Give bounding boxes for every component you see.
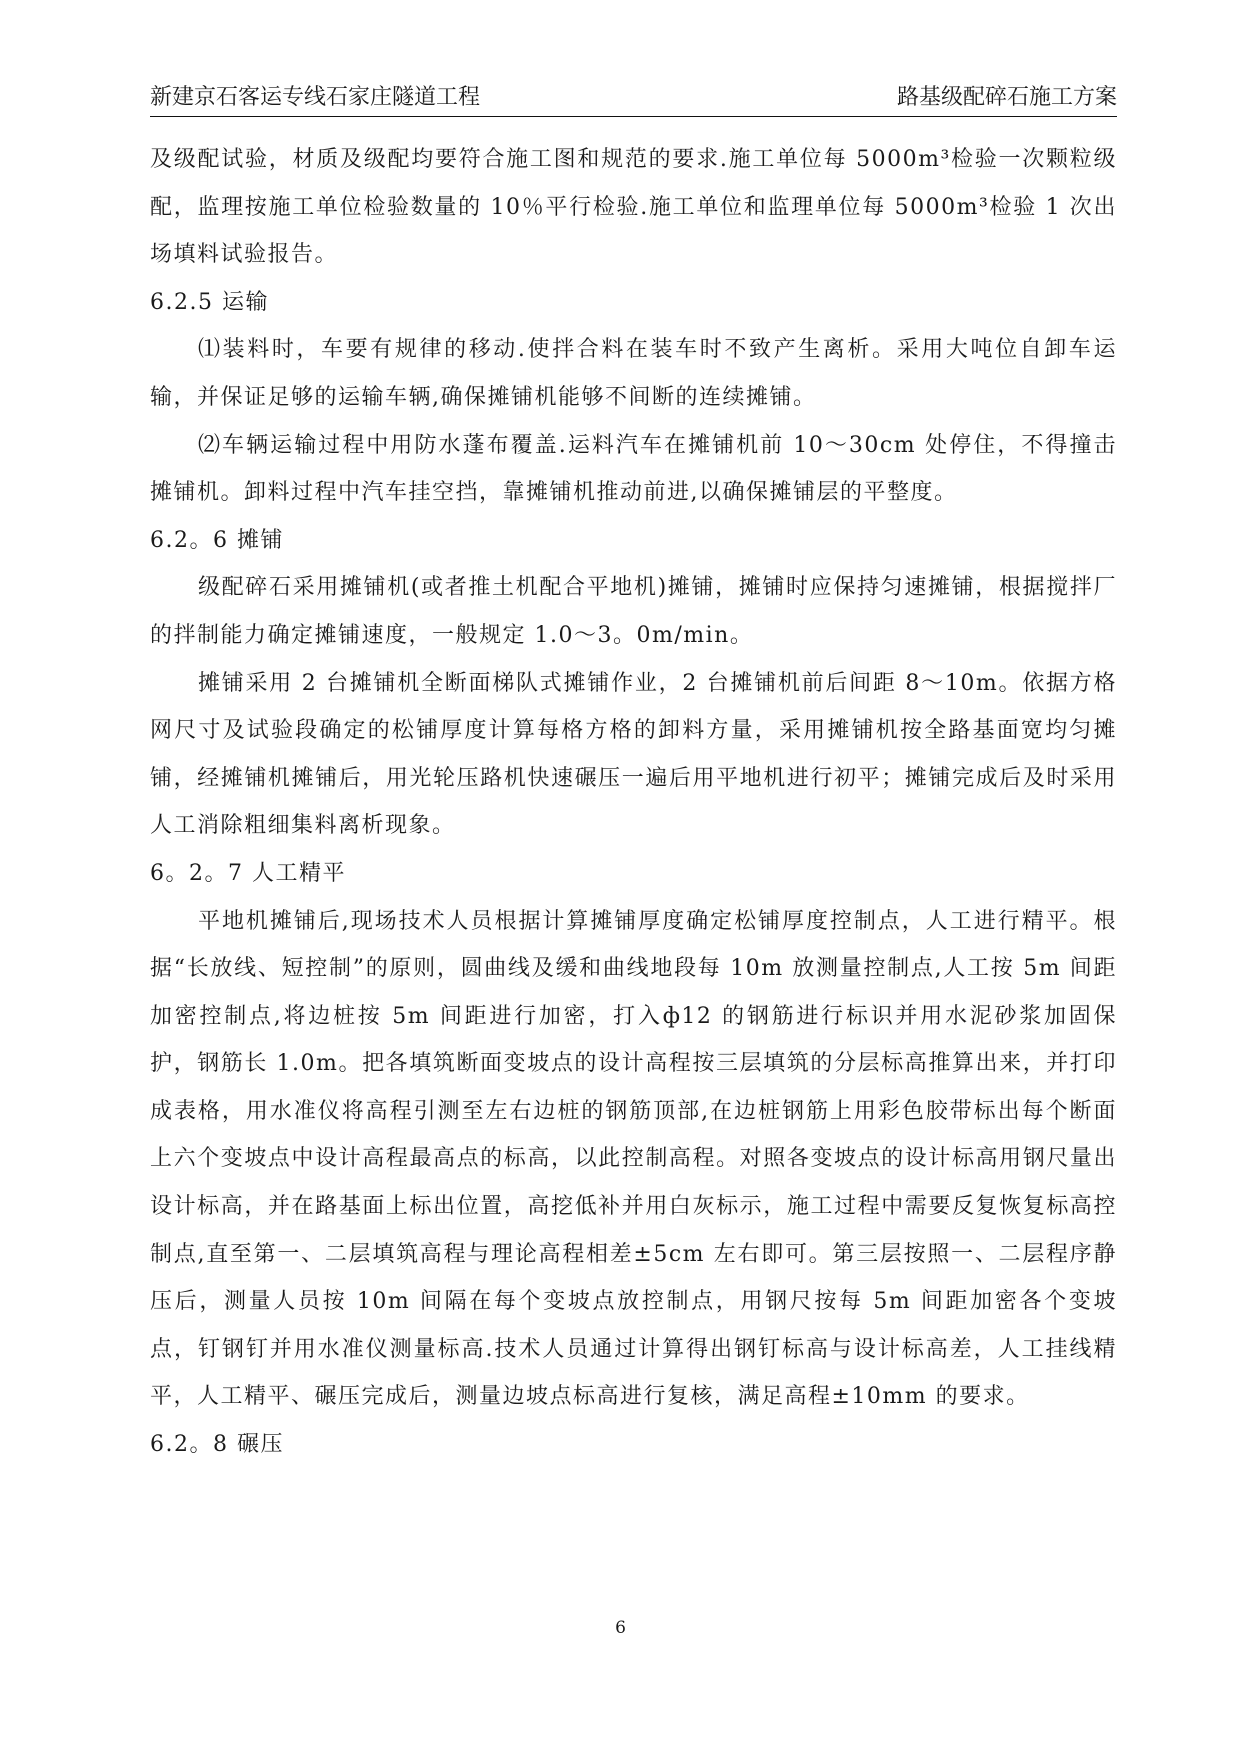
paragraph-loading: ⑴装料时，车要有规律的移动.使拌合料在装车时不致产生离析。采用大吨位自卸车运输，并保证足够的运输车辆,确保摊铺机能够不间断的连续摊铺。 — [150, 337, 1117, 410]
paragraph-paving-speed: 级配碎石采用摊铺机(或者推土机配合平地机)摊铺，摊铺时应保持匀速摊铺，根据搅拌厂的拌制能力确定摊铺速度，一般规定 1.0～3。0m/min。 — [150, 575, 1117, 648]
document-body — [150, 136, 1117, 1469]
page-number: 6 — [615, 1618, 626, 1638]
section-heading-6-2-5: 6.2.5 运输 — [150, 289, 269, 315]
section-heading-6-2-7: 6。2。7 人工精平 — [150, 860, 346, 886]
paragraph-paving-method: 摊铺采用 2 台摊铺机全断面梯队式摊铺作业，2 台摊铺机前后间距 8～10m。依据方格网尺寸及试验段确定的松铺厚度计算每格方格的卸料方量，采用摊铺机按全路基面宽均匀摊铺，经摊铺机摊铺后，用光轮压路机快速碾压一遍后用平地机进行初平；摊铺完成后及时采用人工消除粗细集料离析现象。 — [150, 670, 1117, 839]
header-project-title: 新建京石客运专线石家庄隧道工程 — [150, 85, 481, 110]
section-heading-6-2-8: 6.2。8 碾压 — [150, 1432, 284, 1458]
header-divider — [150, 116, 1117, 117]
paragraph-manual-leveling: 平地机摊铺后,现场技术人员根据计算摊铺厚度确定松铺厚度控制点，人工进行精平。根据“长放线、短控制”的原则，圆曲线及缓和曲线地段每 10m 放测量控制点,人工按 5m 间距加密控制点,将边桩按 5m 间距进行加密，打入ф12 的钢筋进行标识并用水泥砂浆加固保护，钢筋长 1.0m。把各填筑断面变坡点的设计高程按三层填筑的分层标高推算出来，并打印成表格，用水准仪将高程引测至左右边桩的钢筋顶部,在边桩钢筋上用彩色胶带标出每个断面上六个变坡点中设计高程最高点的标高，以此控制高程。对照各变坡点的设计标高用钢尺量出设计标高，并在路基面上标出位置，高挖低补并用白灰标示，施工过程中需要反复恢复标高控制点,直至第一、二层填筑高程与理论高程相差±5cm 左右即可。第三层按照一、二层程序静压后，测量人员按 10m 间隔在每个变坡点放控制点，用钢尺按每 5m 间距加密各个变坡点，钉钢钉并用水准仪测量标高.技术人员通过计算得出钢钉标高与设计标高差，人工挂线精平，人工精平、碾压完成后，测量边坡点标高进行复核，满足高程±10mm 的要求。 — [150, 908, 1117, 1410]
paragraph-continuation: 及级配试验，材质及级配均要符合施工图和规范的要求.施工单位每 5000m³检验一次颗粒级配，监理按施工单位检验数量的 10％平行检验.施工单位和监理单位每 5000m³检验 1 次出场填料试验报告。 — [150, 147, 1117, 268]
page-header — [150, 0, 1117, 118]
section-heading-6-2-6: 6.2。6 摊铺 — [150, 527, 284, 553]
paragraph-transport-cover: ⑵车辆运输过程中用防水蓬布覆盖.运料汽车在摊铺机前 10～30cm 处停住，不得撞击摊铺机。卸料过程中汽车挂空挡，靠摊铺机推动前进,以确保摊铺层的平整度。 — [150, 432, 1117, 506]
header-document-title: 路基级配碎石施工方案 — [896, 85, 1117, 110]
